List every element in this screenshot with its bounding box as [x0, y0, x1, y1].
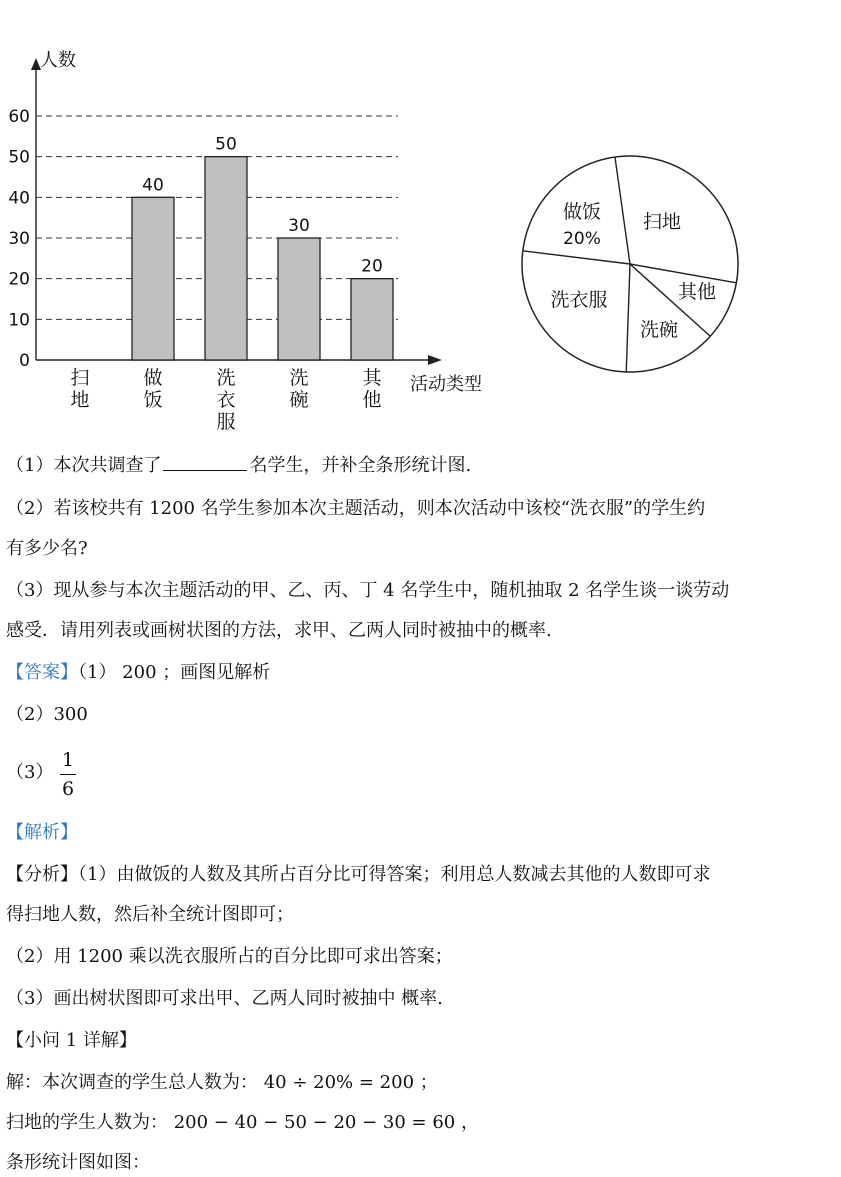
answer-3-prefix: （3） [6, 762, 54, 783]
question-2-line-1: （2）若该校共有 1200 名学生参加本次主题活动，则本次活动中该校“洗衣服”的学生约 [6, 498, 706, 519]
y-axis-label: 人数 [40, 50, 76, 71]
x-tick-label: 碗 [289, 389, 309, 411]
y-tick-label: 0 [19, 351, 30, 371]
y-tick-label: 30 [8, 229, 30, 249]
x-tick-label: 做 [143, 367, 163, 389]
bar-data-label: 20 [361, 256, 383, 277]
answer-blank [163, 452, 247, 471]
analysis-tag: 【解析】 [6, 822, 78, 843]
x-tick-label: 扫 [70, 367, 90, 389]
pie-chart [510, 150, 750, 380]
pie-slice-label: 洗碗 [639, 319, 679, 341]
answer-1: 【答案】（1） 200 ；画图见解析 [6, 662, 271, 683]
detail-tag: 【小问 1 详解】 [6, 1030, 137, 1051]
analysis-line-1: 【分析】（1）由做饭的人数及其所占百分比可得答案；利用总人数减去其他的人数即可求 [6, 864, 711, 885]
pie-slice-label: 洗衣服 [550, 289, 608, 311]
fraction-numerator: 1 [61, 749, 75, 771]
answer-2: （2）300 [6, 704, 88, 725]
solution-line-2: 扫地的学生人数为： 200 − 40 − 50 − 20 − 30 = 60 ， [6, 1112, 479, 1133]
bar [205, 157, 247, 360]
question-3-line-1: （3）现从参与本次主题活动的甲、乙、丙、丁 4 名学生中，随机抽取 2 名学生谈一谈劳动 [6, 580, 730, 601]
y-tick-label: 20 [8, 269, 30, 290]
bar-chart [0, 40, 500, 440]
fraction-denominator: 6 [61, 778, 75, 800]
question-1: （1）本次共调查了 名学生，并补全条形统计图. [6, 452, 471, 479]
y-tick-label: 50 [8, 147, 30, 168]
bar [351, 279, 393, 360]
pie-slice-label: 其他 [677, 281, 717, 303]
bar-chart-bars [132, 157, 393, 360]
solution-line-3: 条形统计图如图： [6, 1152, 150, 1173]
x-tick-label: 饭 [143, 389, 163, 411]
question-3-line-2: 感受．请用列表或画树状图的方法，求甲、乙两人同时被抽中的概率. [6, 620, 552, 641]
x-tick-label: 他 [362, 389, 382, 411]
bar-data-label: 40 [142, 175, 164, 196]
y-tick-label: 40 [8, 188, 30, 209]
bar [278, 238, 320, 360]
x-axis-label: 活动类型 [410, 374, 482, 395]
x-tick-label: 洗 [289, 367, 309, 389]
pie-chart-slices [522, 156, 738, 372]
pie-slice-label: 扫地 [642, 211, 682, 233]
bar-data-label: 50 [215, 134, 237, 155]
answer-tag: 【答案】 [6, 662, 78, 683]
pie-slice-percent: 20% [563, 229, 601, 249]
x-tick-label: 衣 [216, 389, 236, 411]
x-tick-label: 其 [362, 367, 382, 389]
x-tick-label: 洗 [216, 367, 236, 389]
bar [132, 197, 174, 360]
y-tick-label: 60 [8, 107, 30, 127]
y-tick-label: 10 [8, 310, 30, 331]
solution-line-1: 解：本次调查的学生总人数为： 40 ÷ 20% = 200 ； [6, 1072, 438, 1093]
pie-slice-label: 做饭 [562, 201, 602, 223]
analysis-line-2: 得扫地人数，然后补全统计图即可； [6, 904, 294, 925]
analysis-line-4: （3）画出树状图即可求出甲、乙两人同时被抽中 概率. [6, 988, 443, 1009]
answer-3-fraction [60, 748, 76, 801]
x-axis-arrow [428, 355, 442, 365]
question-2-line-2: 有多少名? [6, 538, 88, 559]
x-tick-label: 服 [216, 411, 236, 433]
fraction-bar [60, 774, 76, 775]
analysis-line-3: （2）用 1200 乘以洗衣服所占的百分比即可求出答案； [6, 946, 453, 967]
x-tick-label: 地 [70, 389, 90, 411]
bar-data-label: 30 [288, 216, 310, 236]
